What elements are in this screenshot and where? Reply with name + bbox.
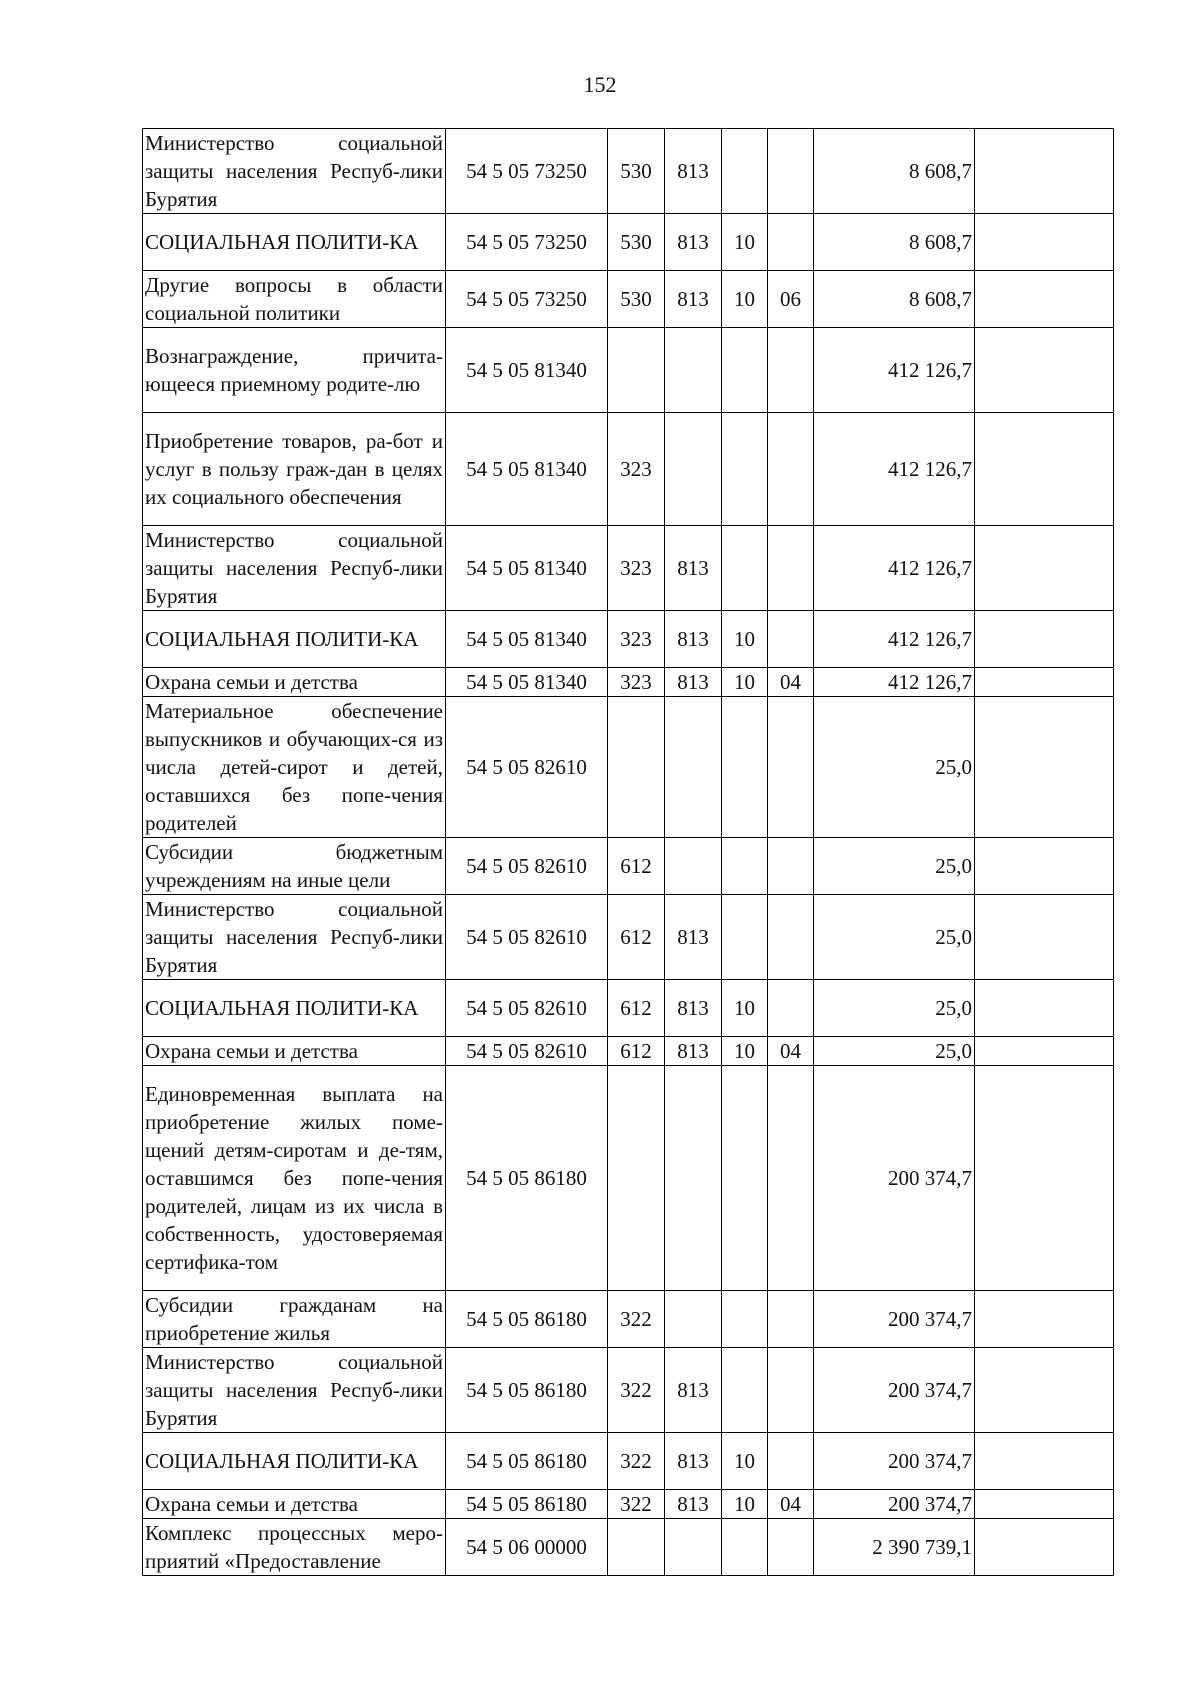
cell-subsection [768, 895, 814, 980]
cell-subsection: 04 [768, 1490, 814, 1519]
cell-expense-type: 323 [608, 526, 665, 611]
cell-target-code: 54 5 05 86180 [446, 1490, 608, 1519]
cell-extra [975, 129, 1114, 214]
cell-name: Субсидии гражданам на приобретение жилья [143, 1291, 446, 1348]
cell-extra [975, 697, 1114, 838]
cell-expense-type [608, 697, 665, 838]
table-row [143, 1291, 1114, 1348]
cell-amount: 8 608,7 [814, 129, 975, 214]
cell-extra [975, 895, 1114, 980]
cell-name: Другие вопросы в области социальной политики [143, 271, 446, 328]
cell-extra [975, 1519, 1114, 1576]
cell-extra [975, 271, 1114, 328]
cell-section: 10 [722, 271, 768, 328]
cell-target-code: 54 5 05 86180 [446, 1291, 608, 1348]
cell-ministry-code [665, 838, 722, 895]
cell-section [722, 1066, 768, 1291]
cell-subsection: 04 [768, 668, 814, 697]
cell-ministry-code: 813 [665, 271, 722, 328]
cell-name: СОЦИАЛЬНАЯ ПОЛИТИ-КА [143, 1433, 446, 1490]
table-row [143, 214, 1114, 271]
table-row [143, 328, 1114, 413]
cell-expense-type [608, 1066, 665, 1291]
cell-extra [975, 1066, 1114, 1291]
cell-section: 10 [722, 611, 768, 668]
cell-amount: 2 390 739,1 [814, 1519, 975, 1576]
cell-target-code: 54 5 05 81340 [446, 668, 608, 697]
cell-target-code: 54 5 05 81340 [446, 328, 608, 413]
cell-section: 10 [722, 668, 768, 697]
cell-target-code: 54 5 05 73250 [446, 129, 608, 214]
cell-ministry-code: 813 [665, 1348, 722, 1433]
cell-subsection [768, 129, 814, 214]
cell-ministry-code: 813 [665, 1433, 722, 1490]
cell-extra [975, 1037, 1114, 1066]
cell-amount: 25,0 [814, 838, 975, 895]
cell-section: 10 [722, 980, 768, 1037]
cell-extra [975, 214, 1114, 271]
cell-name: Вознаграждение, причита-ющееся приемному родите-лю [143, 328, 446, 413]
cell-expense-type: 530 [608, 271, 665, 328]
cell-ministry-code [665, 1066, 722, 1291]
cell-name: Материальное обеспечение выпускников и обучающих-ся из числа детей-сирот и детей, оставшихся без попе-чения родителей [143, 697, 446, 838]
table-row [143, 1066, 1114, 1291]
cell-section [722, 895, 768, 980]
cell-extra [975, 980, 1114, 1037]
cell-amount: 412 126,7 [814, 328, 975, 413]
cell-subsection [768, 1291, 814, 1348]
cell-subsection [768, 697, 814, 838]
cell-target-code: 54 5 06 00000 [446, 1519, 608, 1576]
cell-amount: 200 374,7 [814, 1348, 975, 1433]
cell-name: Министерство социальной защиты населения Респуб-лики Бурятия [143, 526, 446, 611]
table-row [143, 668, 1114, 697]
cell-section [722, 1291, 768, 1348]
cell-target-code: 54 5 05 73250 [446, 214, 608, 271]
cell-extra [975, 838, 1114, 895]
cell-section: 10 [722, 1433, 768, 1490]
cell-expense-type: 612 [608, 895, 665, 980]
cell-amount: 200 374,7 [814, 1291, 975, 1348]
cell-expense-type: 530 [608, 214, 665, 271]
cell-extra [975, 668, 1114, 697]
cell-name: Министерство социальной защиты населения Респуб-лики Бурятия [143, 129, 446, 214]
cell-amount: 412 126,7 [814, 611, 975, 668]
cell-ministry-code [665, 413, 722, 526]
cell-amount: 200 374,7 [814, 1433, 975, 1490]
cell-subsection [768, 526, 814, 611]
cell-ministry-code: 813 [665, 129, 722, 214]
cell-name: СОЦИАЛЬНАЯ ПОЛИТИ-КА [143, 980, 446, 1037]
table-body [143, 129, 1114, 1576]
cell-amount: 8 608,7 [814, 214, 975, 271]
cell-amount: 412 126,7 [814, 526, 975, 611]
table-row [143, 611, 1114, 668]
cell-ministry-code [665, 1291, 722, 1348]
cell-amount: 25,0 [814, 697, 975, 838]
cell-name: СОЦИАЛЬНАЯ ПОЛИТИ-КА [143, 214, 446, 271]
cell-target-code: 54 5 05 82610 [446, 895, 608, 980]
cell-subsection [768, 214, 814, 271]
cell-name: Министерство социальной защиты населения Респуб-лики Бурятия [143, 895, 446, 980]
cell-section [722, 838, 768, 895]
cell-ministry-code: 813 [665, 980, 722, 1037]
cell-expense-type: 323 [608, 611, 665, 668]
cell-extra [975, 1291, 1114, 1348]
cell-extra [975, 611, 1114, 668]
cell-subsection [768, 980, 814, 1037]
cell-subsection [768, 611, 814, 668]
cell-subsection [768, 1433, 814, 1490]
cell-amount: 412 126,7 [814, 668, 975, 697]
cell-target-code: 54 5 05 81340 [446, 611, 608, 668]
cell-subsection [768, 328, 814, 413]
cell-expense-type: 612 [608, 980, 665, 1037]
cell-ministry-code: 813 [665, 214, 722, 271]
cell-subsection [768, 413, 814, 526]
cell-subsection: 06 [768, 271, 814, 328]
cell-expense-type: 530 [608, 129, 665, 214]
table-row [143, 526, 1114, 611]
cell-extra [975, 1348, 1114, 1433]
cell-amount: 412 126,7 [814, 413, 975, 526]
cell-ministry-code: 813 [665, 526, 722, 611]
table-row [143, 1037, 1114, 1066]
cell-section [722, 129, 768, 214]
cell-expense-type: 612 [608, 1037, 665, 1066]
cell-target-code: 54 5 05 82610 [446, 697, 608, 838]
page-number: 152 [583, 72, 617, 97]
cell-subsection: 04 [768, 1037, 814, 1066]
cell-expense-type: 323 [608, 668, 665, 697]
cell-amount: 200 374,7 [814, 1066, 975, 1291]
cell-expense-type: 612 [608, 838, 665, 895]
cell-name: Приобретение товаров, ра-бот и услуг в пользу граж-дан в целях их социального обеспечения [143, 413, 446, 526]
cell-name: Субсидии бюджетным учреждениям на иные цели [143, 838, 446, 895]
cell-extra [975, 1490, 1114, 1519]
cell-name: Охрана семьи и детства [143, 1490, 446, 1519]
cell-section [722, 413, 768, 526]
cell-expense-type [608, 328, 665, 413]
table-row [143, 1490, 1114, 1519]
cell-target-code: 54 5 05 81340 [446, 526, 608, 611]
cell-target-code: 54 5 05 82610 [446, 838, 608, 895]
table-row [143, 697, 1114, 838]
cell-section [722, 697, 768, 838]
cell-section [722, 526, 768, 611]
cell-name: Единовременная выплата на приобретение жилых поме-щений детям-сиротам и де-тям, оставшимся без попе-чения родителей, лицам из их числа в собственность, удостоверяемая сертифика-том [143, 1066, 446, 1291]
cell-ministry-code [665, 1519, 722, 1576]
cell-amount: 25,0 [814, 895, 975, 980]
cell-name: Охрана семьи и детства [143, 1037, 446, 1066]
cell-name: Комплекс процессных меро-приятий «Предоставление [143, 1519, 446, 1576]
budget-table [142, 128, 1114, 1576]
cell-ministry-code: 813 [665, 611, 722, 668]
cell-section [722, 328, 768, 413]
cell-extra [975, 1433, 1114, 1490]
cell-amount: 8 608,7 [814, 271, 975, 328]
cell-section: 10 [722, 1490, 768, 1519]
cell-subsection [768, 838, 814, 895]
cell-expense-type [608, 1519, 665, 1576]
cell-ministry-code: 813 [665, 1490, 722, 1519]
cell-amount: 25,0 [814, 1037, 975, 1066]
cell-ministry-code [665, 697, 722, 838]
cell-section: 10 [722, 214, 768, 271]
cell-target-code: 54 5 05 73250 [446, 271, 608, 328]
cell-target-code: 54 5 05 82610 [446, 980, 608, 1037]
cell-section [722, 1519, 768, 1576]
cell-extra [975, 526, 1114, 611]
table-row [143, 1348, 1114, 1433]
table-row [143, 129, 1114, 214]
cell-expense-type: 323 [608, 413, 665, 526]
cell-target-code: 54 5 05 86180 [446, 1433, 608, 1490]
cell-expense-type: 322 [608, 1490, 665, 1519]
cell-amount: 200 374,7 [814, 1490, 975, 1519]
cell-extra [975, 413, 1114, 526]
cell-expense-type: 322 [608, 1348, 665, 1433]
table-row [143, 1519, 1114, 1576]
cell-expense-type: 322 [608, 1433, 665, 1490]
table-row [143, 1433, 1114, 1490]
cell-subsection [768, 1348, 814, 1433]
cell-ministry-code [665, 328, 722, 413]
cell-subsection [768, 1066, 814, 1291]
cell-ministry-code: 813 [665, 1037, 722, 1066]
table-row [143, 838, 1114, 895]
cell-ministry-code: 813 [665, 668, 722, 697]
cell-target-code: 54 5 05 86180 [446, 1066, 608, 1291]
table-row [143, 980, 1114, 1037]
table-row [143, 413, 1114, 526]
cell-name: Охрана семьи и детства [143, 668, 446, 697]
cell-target-code: 54 5 05 82610 [446, 1037, 608, 1066]
cell-target-code: 54 5 05 86180 [446, 1348, 608, 1433]
cell-expense-type: 322 [608, 1291, 665, 1348]
cell-ministry-code: 813 [665, 895, 722, 980]
cell-name: СОЦИАЛЬНАЯ ПОЛИТИ-КА [143, 611, 446, 668]
cell-extra [975, 328, 1114, 413]
cell-name: Министерство социальной защиты населения Респуб-лики Бурятия [143, 1348, 446, 1433]
cell-target-code: 54 5 05 81340 [446, 413, 608, 526]
cell-subsection [768, 1519, 814, 1576]
cell-amount: 25,0 [814, 980, 975, 1037]
table-row [143, 271, 1114, 328]
cell-section: 10 [722, 1037, 768, 1066]
cell-section [722, 1348, 768, 1433]
table-row [143, 895, 1114, 980]
